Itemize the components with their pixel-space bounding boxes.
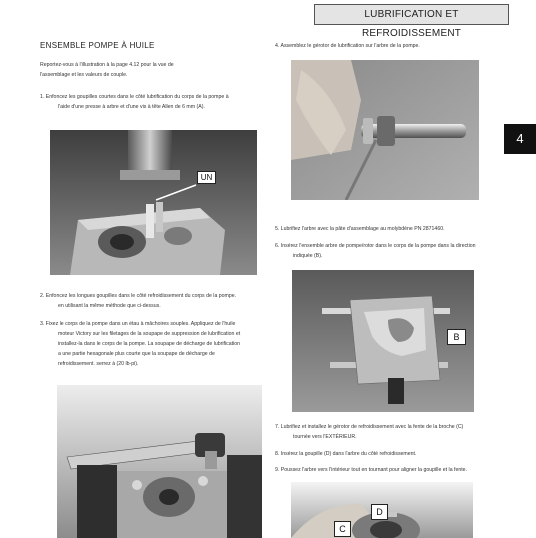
step-2-line: en utilisant la même méthode que ci-dessus. <box>58 303 161 309</box>
gerotor-shaft-illustration <box>291 60 479 200</box>
callout-b: B <box>447 329 466 345</box>
step-7-line: tournée vers l'EXTÉRIEUR. <box>293 434 357 440</box>
torque-wrench-illustration <box>57 385 262 538</box>
chapter-header: LUBRIFICATION ET REFROIDISSEMENT <box>314 4 509 25</box>
step-1-line: l'aide d'une presse à arbre et d'une vis à tête Allen de 6 mm (A). <box>58 104 205 110</box>
step-2-line: 2. Enfoncez les longues goupilles dans le côté refroidissement du corps de la pompe. <box>40 293 237 299</box>
step-3-line: 3. Fixez le corps de la pompe dans un étau à mâchoires souples. Appliquez de l'huile <box>40 321 236 327</box>
callout-a: UN <box>197 171 216 184</box>
step-1 <box>40 92 229 112</box>
step-4: 4. Assemblez le gérotor de lubrification sur l'arbre de la pompe. <box>275 43 420 49</box>
step-6 <box>275 241 476 261</box>
intro-line: Reportez-vous à l'illustration à la page 4.12 pour la vue de <box>40 62 174 68</box>
callout-c: C <box>334 521 351 537</box>
step-3-line: installez-la dans le corps de la pompe. La soupape de décharge de lubrification <box>58 341 240 347</box>
step-9: 9. Poussez l'arbre vers l'intérieur tout en tournant pour aligner la goupille et la fente. <box>275 467 468 473</box>
step-1-line: 1. Enfoncez les goupilles courtes dans le côté lubrification du corps de la pompe à <box>40 94 229 100</box>
step-6-line: indiquée (B). <box>293 253 323 259</box>
pump-body-illustration <box>50 130 257 275</box>
photo-gerotor-shaft <box>291 60 479 200</box>
step-3-line: refroidissement. serrez à (20 lb-pi). <box>58 361 139 367</box>
photo-pin-slot <box>291 482 473 538</box>
step-3 <box>40 319 240 369</box>
intro-line: l'assemblage et les valeurs de couple. <box>40 72 128 78</box>
chapter-number-tab: 4 <box>504 124 536 154</box>
photo-torque-wrench-vise <box>57 385 262 538</box>
step-7 <box>275 422 463 442</box>
step-8: 8. Insérez la goupille (D) dans l'arbre du côté refroidissement. <box>275 451 417 457</box>
step-5: 5. Lubrifiez l'arbre avec la pâte d'assemblage au molybdène PN 2871460. <box>275 226 445 232</box>
step-3-line: a une partie hexagonale plus courte que la soupape de décharge de <box>58 351 215 357</box>
step-7-line: 7. Lubrifiez et installez le gérotor de refroidissement avec la fente de la broche (C) <box>275 424 464 430</box>
step-3-line: moteur Victory sur les filetages de la soupape de suppression de lubrification et <box>58 331 241 337</box>
section-title: ENSEMBLE POMPE À HUILE <box>40 41 155 50</box>
callout-d: D <box>371 504 388 520</box>
photo-pump-body-dowel <box>50 130 257 275</box>
intro-paragraph <box>40 60 174 80</box>
step-2 <box>40 291 236 311</box>
photo-pump-assembly <box>292 270 474 412</box>
step-6-line: 6. Insérez l'ensemble arbre de pompe/rotor dans le corps de la pompe dans la direction <box>275 243 476 249</box>
